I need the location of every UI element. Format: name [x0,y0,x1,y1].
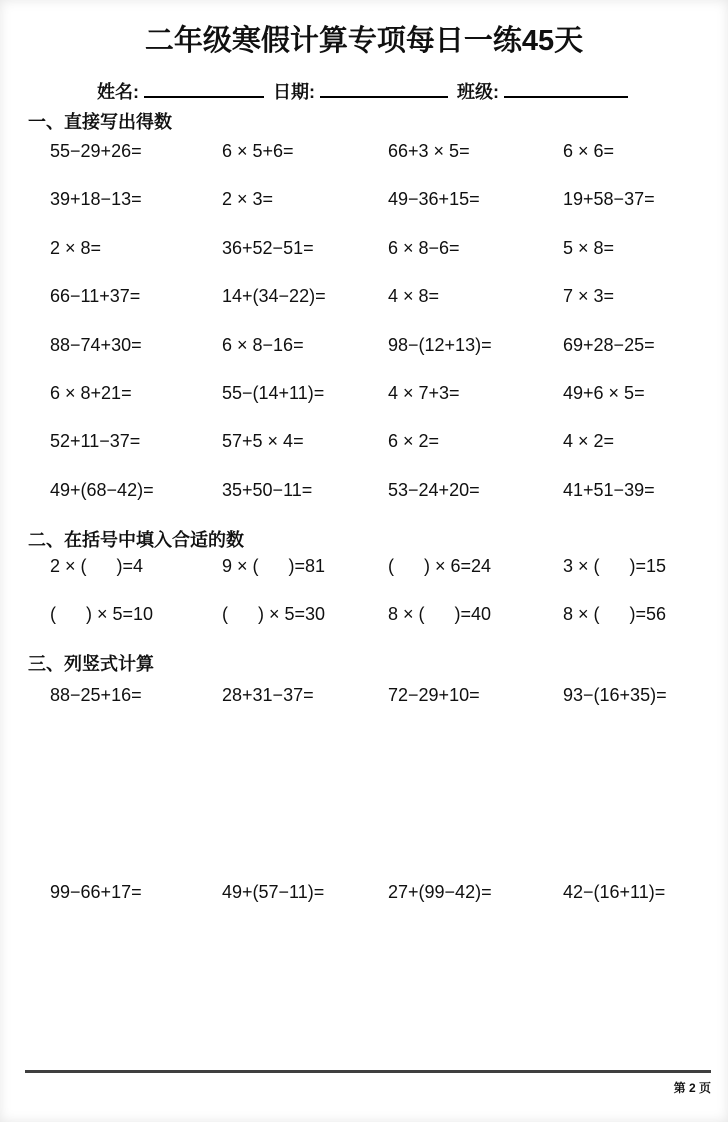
math-problem: 49+6 × 5= [563,382,645,403]
math-problem: 49+(68−42)= [50,479,154,500]
math-problem: 49−36+15= [388,189,480,210]
math-problem: 6 × 6= [563,141,615,161]
math-problem: 69+28−25= [563,334,655,355]
math-problem: 6 × 2= [388,431,440,452]
math-problem: 28+31−37= [222,685,314,705]
class-label: 班级: [457,82,499,102]
page-title: 二年级寒假计算专项每日一练45天 [144,25,584,57]
section-3-problem-grid-row2 [50,878,718,903]
math-problem: 93−(16+35)= [563,685,667,705]
math-problem: 2 × ( )=4 [50,556,144,576]
math-problem: ( ) × 5=30 [222,604,326,625]
math-problem: ( ) × 6=24 [388,556,492,576]
math-problem: 98−(12+13)= [388,334,492,355]
math-problem: 2 × 3= [222,189,274,210]
math-problem: 57+5 × 4= [222,431,304,452]
math-problem: 72−29+10= [388,685,480,705]
math-problem: 66+3 × 5= [388,141,470,161]
section-3-problem-grid-row1 [50,681,718,706]
section-1-problem-grid [50,137,718,524]
math-problem: 4 × 2= [563,431,615,452]
section-2-problem-grid [50,552,718,649]
math-problem: 88−25+16= [50,685,142,705]
math-problem: 42−(16+11)= [563,882,666,902]
math-problem: 53−24+20= [388,479,480,500]
math-problem: ( ) × 5=10 [50,604,154,625]
math-problem: 55−(14+11)= [222,382,325,403]
math-problem: 52+11−37= [50,431,141,452]
math-problem: 55−29+26= [50,141,142,161]
name-blank-line [144,81,264,98]
math-problem: 7 × 3= [563,286,615,307]
student-info-row [97,78,637,104]
math-problem: 8 × ( )=56 [563,604,667,625]
footer-divider [25,1070,711,1073]
math-problem: 6 × 8−6= [388,237,460,258]
math-problem: 8 × ( )=40 [388,604,492,625]
math-problem: 4 × 7+3= [388,382,460,403]
math-problem: 99−66+17= [50,882,142,902]
section-1-heading: 一、直接写出得数 [28,112,172,132]
math-problem: 2 × 8= [50,237,102,258]
math-problem: 3 × ( )=15 [563,556,667,576]
math-problem: 19+58−37= [563,189,655,210]
math-problem: 35+50−11= [222,479,313,500]
math-problem: 6 × 5+6= [222,141,294,161]
date-label: 日期: [273,82,315,102]
math-problem: 9 × ( )=81 [222,556,326,576]
math-problem: 5 × 8= [563,237,615,258]
section-3-heading: 三、列竖式计算 [28,654,154,674]
math-problem: 36+52−51= [222,237,314,258]
page-number: 第 2 页 [673,1081,711,1095]
math-problem: 6 × 8+21= [50,382,132,403]
class-blank-line [504,81,628,98]
math-problem: 88−74+30= [50,334,142,355]
math-problem: 4 × 8= [388,286,440,307]
math-problem: 27+(99−42)= [388,882,492,902]
math-problem: 49+(57−11)= [222,882,325,902]
math-problem: 6 × 8−16= [222,334,304,355]
math-problem: 41+51−39= [563,479,655,500]
name-label: 姓名: [97,82,139,102]
math-problem: 14+(34−22)= [222,286,326,307]
section-2-heading: 二、在括号中填入合适的数 [28,530,244,550]
math-problem: 39+18−13= [50,189,142,210]
date-blank-line [320,81,448,98]
math-problem: 66−11+37= [50,286,141,307]
